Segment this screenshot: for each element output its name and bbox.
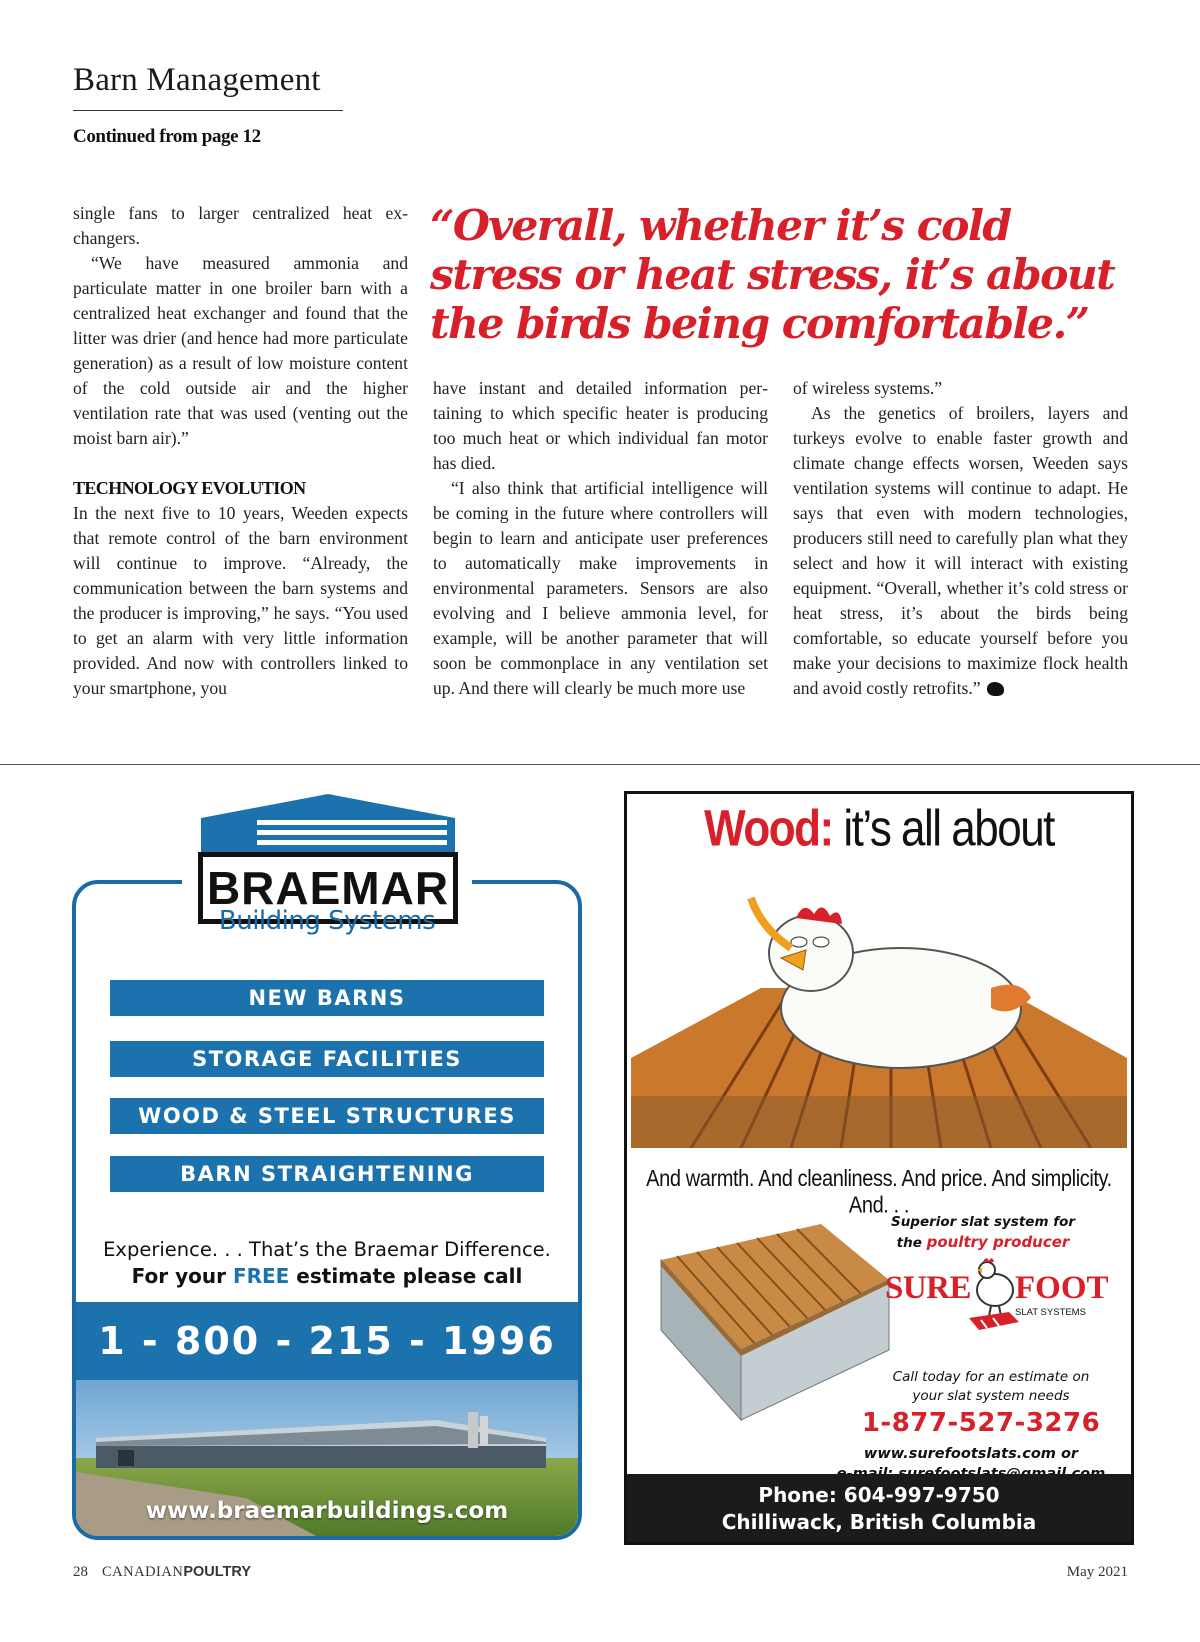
paragraph-text: As the genetics of broilers, layers and turkeys evolve to enable faster growth and climate change effects worsen, Weeden says ventilation systems will continue to adapt. He says that even with modern technologies, producers still need to carefully plan what they select and how it will interact with existing equipment. “Overall, whether it’s cold stress or heat stress, it’s about the birds being comfortable, so educate yourself before you make your decisions to maximize flock health and avoid costly retrofits.” xyxy=(793,403,1128,698)
service-storage: STORAGE FACILITIES xyxy=(110,1041,544,1077)
end-mark-icon xyxy=(987,682,1004,696)
title-rule xyxy=(73,110,343,111)
surefoot-url[interactable]: www.surefootslats.com or xyxy=(863,1446,1079,1462)
headline-rest: it’s all about xyxy=(843,800,1054,857)
pull-quote: “Overall, whether it’s cold stress or heat stress, it’s about the birds being comfortable.” xyxy=(430,201,1115,349)
paragraph xyxy=(793,401,1128,701)
surefoot-contact-bar xyxy=(627,1474,1131,1542)
page-number: 28 xyxy=(73,1564,88,1580)
subhead: TECHNOLOGY EVOLUTION xyxy=(73,478,306,498)
service-new-barns: NEW BARNS xyxy=(110,980,544,1016)
issue-date: May 2021 xyxy=(1066,1564,1128,1580)
call-line-1: Call today for an estimate on xyxy=(892,1369,1090,1385)
article-column-1 xyxy=(73,201,408,701)
call-line-2: your slat system needs xyxy=(912,1388,1070,1404)
paragraph: “We have measured ammonia and particulate matter in one broiler barn with a centralized heat exchanger and found that the litter was drier (and hence had more particulate generation) as a result of low moisture content of the cold outside air and the higher ventilation rate that was used (venting out the moist barn air).” xyxy=(73,253,408,448)
surefoot-call-text xyxy=(871,1368,1111,1406)
ad-divider xyxy=(0,764,1200,765)
braemar-call-line xyxy=(72,1264,582,1288)
logo-slat-systems: SLAT SYSTEMS xyxy=(1015,1307,1086,1318)
continued-from-label: Continued from page 12 xyxy=(73,126,261,147)
chicken-on-slats-illustration xyxy=(631,858,1127,1148)
slat-panel-image xyxy=(651,1220,893,1422)
surefoot-logo xyxy=(885,1256,1107,1346)
surefoot-tagline: And warmth. And cleanliness. And price. And simplicity. And. . . xyxy=(646,1166,1112,1219)
braemar-subtitle: Building Systems xyxy=(218,906,436,936)
page-footer xyxy=(73,1564,251,1581)
free-label: FREE xyxy=(232,1264,290,1288)
braemar-ad[interactable] xyxy=(72,790,582,1540)
paragraph: “I also think that artificial intelligence will be coming in the future where controllers will begin to learn and anticipate user preferences to automatically make improvements in environmental parameters. Sensors are also evolving and I believe ammonia level, for example, will be another parameter that will soon be commonplace in any ventilation set up. And there will clearly be much more use xyxy=(433,478,768,698)
braemar-phone[interactable]: 1 - 800 - 215 - 1996 xyxy=(76,1302,578,1380)
paragraph: of wireless systems.” xyxy=(793,378,943,398)
headline-wood: Wood: xyxy=(704,800,833,857)
paragraph: have instant and detailed information pertaining to which specific heater is producing too much heat or which individual fan motor has died. xyxy=(433,378,768,473)
call-prefix: For your xyxy=(131,1264,233,1288)
surefoot-phone[interactable]: 1-877-527-3276 xyxy=(861,1408,1101,1438)
logo-sure: SURE xyxy=(885,1270,972,1306)
poultry-producer: poultry producer xyxy=(926,1233,1070,1251)
service-straightening: BARN STRAIGHTENING xyxy=(110,1156,544,1192)
braemar-url[interactable]: www.braemarbuildings.com xyxy=(145,1498,509,1524)
contact-phone[interactable]: Phone: 604-997-9750 xyxy=(758,1483,1000,1507)
article-column-2 xyxy=(433,376,768,701)
contact-location: Chilliwack, British Columbia xyxy=(721,1510,1037,1534)
rooster-icon xyxy=(969,1252,1019,1338)
surefoot-ad[interactable] xyxy=(624,791,1134,1545)
magazine-name-b: POULTRY xyxy=(183,1564,252,1580)
paragraph: single fans to larger centralized heat exchangers. xyxy=(73,203,408,248)
superior-line-2 xyxy=(883,1232,1083,1253)
superior-the: the xyxy=(896,1235,927,1251)
section-title: Barn Management xyxy=(73,62,321,98)
call-suffix: estimate please call xyxy=(289,1264,523,1288)
superior-line: Superior slat system for xyxy=(890,1214,1076,1230)
paragraph: In the next five to 10 years, Weeden expects that remote control of the barn environment will continue to improve. “Already, the communication between the barn systems and the producer is improving,” he says. “You used to get an alarm with very little information provided. And now with controllers linked to your smartphone, you xyxy=(73,503,408,698)
magazine-name-a: CANADIAN xyxy=(102,1564,184,1580)
service-structures: WOOD & STEEL STRUCTURES xyxy=(110,1098,544,1134)
article-column-3 xyxy=(793,376,1128,701)
surefoot-superior-text xyxy=(883,1212,1083,1253)
braemar-logo: BRAEMAR xyxy=(198,852,458,924)
braemar-tagline: Experience. . . That’s the Braemar Difference. xyxy=(103,1238,551,1261)
barn-photo xyxy=(76,1380,578,1536)
logo-foot: FOOT xyxy=(1015,1270,1109,1306)
